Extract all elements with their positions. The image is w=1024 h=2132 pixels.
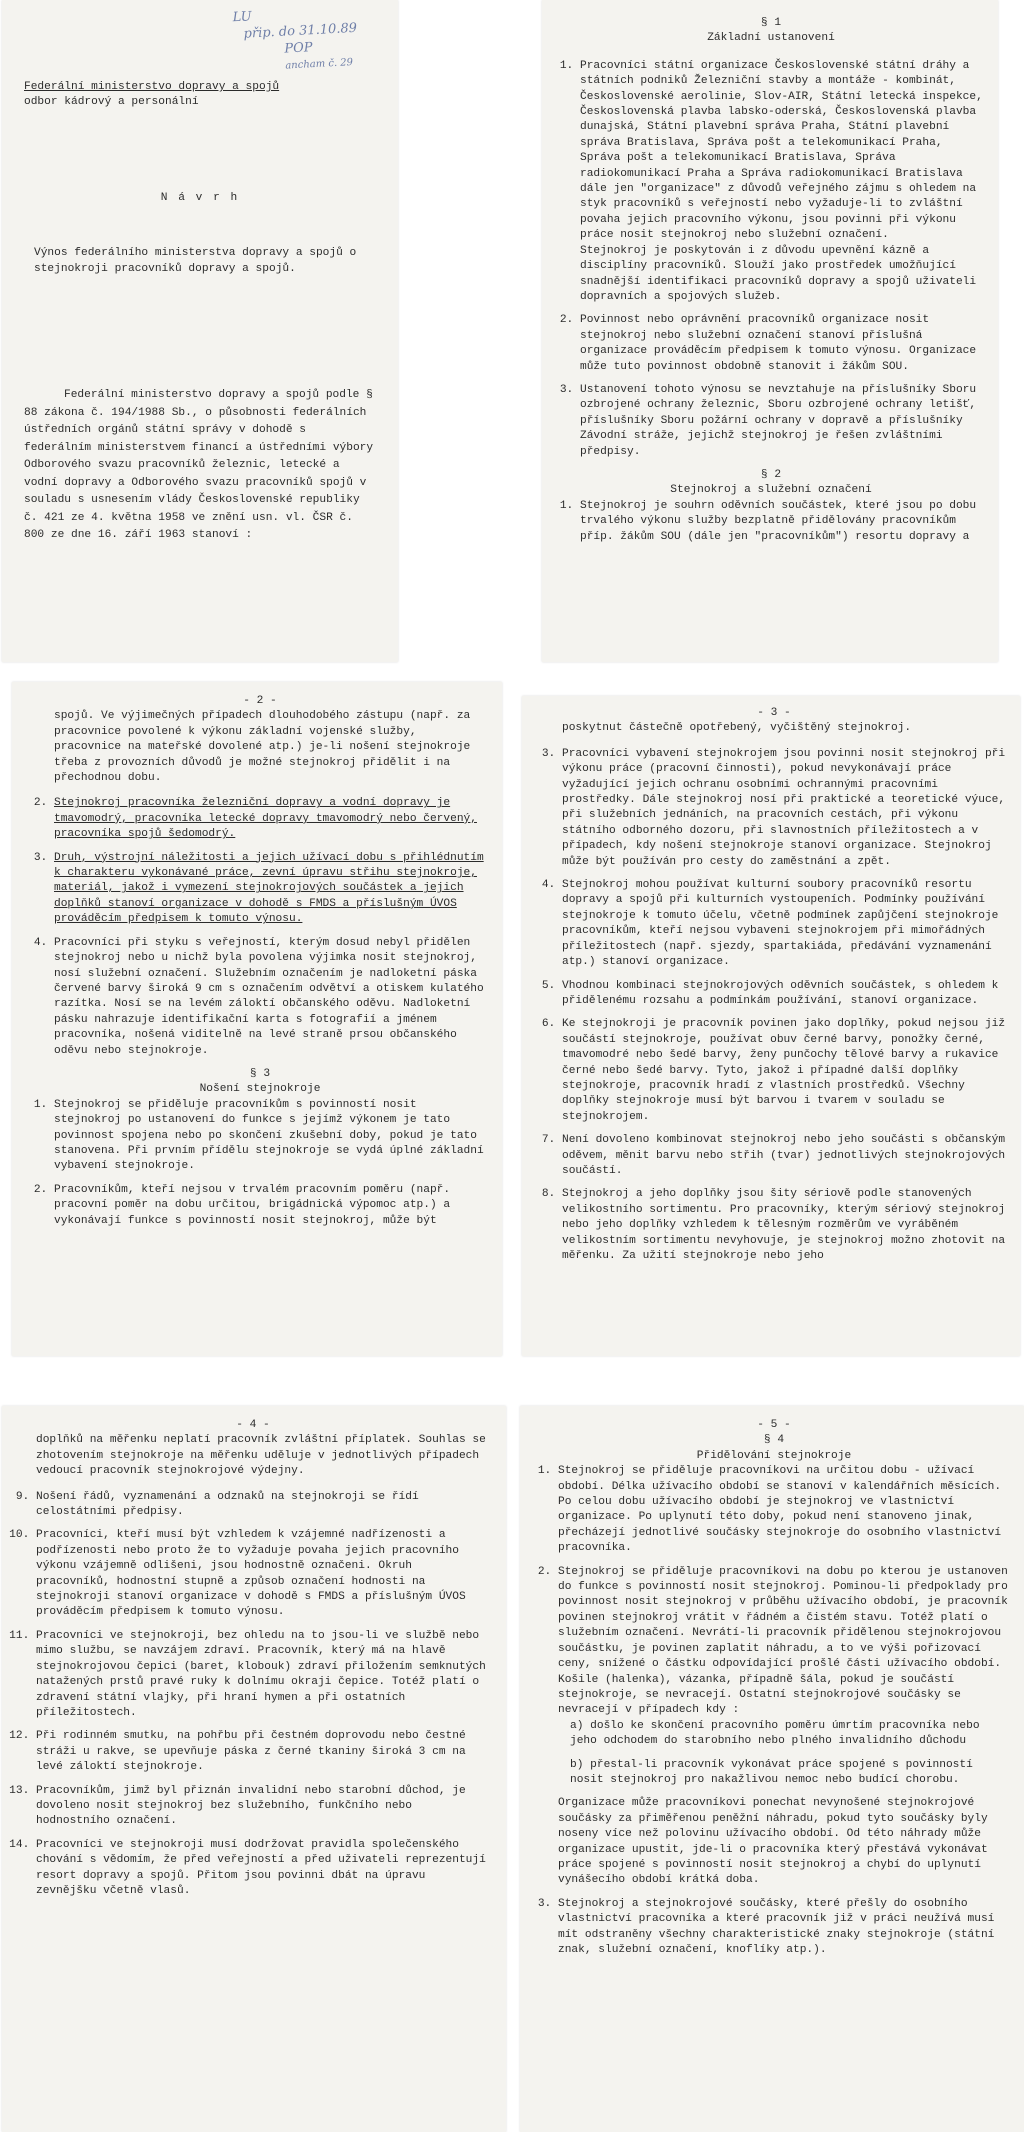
section-1-number: § 1 — [760, 17, 782, 29]
section-1-title: Základní ustanovení — [707, 32, 835, 45]
continued-text: poskytnut částečně opotřebený, vyčištěný stejnokroj. — [562, 722, 912, 735]
section-3-list — [32, 1098, 488, 1229]
section-3-title: Nošení stejnokroje — [199, 1083, 321, 1096]
ministry-name: Federální ministerstvo dopravy a spojů — [24, 81, 280, 93]
list-item — [36, 1729, 492, 1775]
list-item-text: Stejnokroj a jeho doplňky jsou šity sériově podle stanovených velikostního sortimentu. Pro pracovníky, kterým sériový stejnokroj nebo jeho doplňky vzhledem k tělesným rozměrům ve vyráběném velikostním sortimentu nevyhovuje, je stejnokroj možno zhotovit na měřenku. Za užití stejnokroje nebo jeho — [562, 1188, 1006, 1262]
list-item — [36, 1528, 492, 1620]
list-item-text: Při rodinném smutku, na pohřbu při čestném doprovodu nebo čestné stráži u rakve, se upevňuje páska z černé tkaniny široká 3 cm na levé záloktí stejnokroje. — [36, 1730, 466, 1774]
section-2-title: Stejnokroj a služební označení — [670, 484, 872, 497]
list-item-text: Povinnost nebo oprávnění pracovníků organizace nosit stejnokroj nebo služební označení stanoví příslušná organizace prováděcím předpisem k tomuto výnosu. Organizace může tuto povinnost obdobně stanovit i žákům SOU. — [580, 314, 977, 373]
handwritten-note — [232, 3, 359, 77]
section-2-list — [558, 499, 984, 545]
decree-title: Výnos federálního ministerstva dopravy a spojů o stejnokroji pracovníků dopravy a spojů. — [34, 247, 357, 275]
list-item-text: Stejnokroj je poskytován i z důvodu upevnění kázně a disciplíny pracovníků. Slouží jako prostředek umožňující snadnější identifikaci pracovníků dopravy a spojů uživateli dopravních a spojových služeb. — [580, 244, 977, 303]
list-item-text: Stejnokroj se přiděluje pracovníkovi na dobu po kterou je ustanoven do funkce s povinností nosit stejnokroj. Pominou-li předpoklady pro povinnost nosit stejnokroj v průběhu užívacího období, je pracovník povinen stejnokroj vrátit v řádném a čistém stavu. Totéž platí o služebním označení. Nevrátí-li pracovník přidělenou stejnokrojovou součástku, je povinen zaplatit náhradu, a to ve výši pořizovací ceny, snížené o částku odpovídající prošlé části užívacího období. Košile (halenka), vázanka, případně šála, pokud je součástí stejnokroje, se nevracejí. Ostatní stejnokrojové součásky se nevracejí v případech kdy : — [558, 1565, 1008, 1717]
list-item — [580, 499, 984, 545]
list-item-text: Stejnokroj mohou používat kulturní soubory pracovníků resortu dopravy a spojů při kulturních vystoupeních. Podmínky používání stejnokroje k tomuto účelu, včetně podmínek zapůjčení stejnokroje pracovníkům, kteří nejsou vybaveni stejnokrojem při mimořádných příležitostech (např. sjezdy, spartakiáda, předávání vyznamenání atp.) stanoví organizace. — [562, 879, 999, 969]
list-item-text: Ustanovení tohoto výnosu se nevztahuje na příslušníky Sboru ozbrojené ochrany železnic, Sboru ozbrojené ochrany letišť, příslušníky Sboru požární ochrany v dopravě a příslušníky Závodní stráže, jejichž stejnokroj je řešen zvláštními předpisy. — [580, 383, 977, 458]
list-item — [558, 1565, 1012, 1889]
continued-text: spojů. Ve výjimečných případech dlouhodobého zástupu (např. za pracovnice povolené k výkonu základní vojenské služby, pracovnice na mateřské dovolené atp.) je-li nošení stejnokroje třeba z provozních důvodů je možné stejnokroj přidělit i na přechodnou dobu. — [54, 710, 471, 785]
list-item-text: Nošení řádů, vyznamenání a odznaků na stejnokroji se řídí celostátními předpisy. — [36, 1490, 419, 1519]
list-item — [54, 796, 488, 842]
document-page-6 — [520, 1406, 1024, 2132]
list-item — [54, 936, 488, 1059]
list-item — [36, 1838, 492, 1900]
decree-intro: Federální ministerstvo dopravy a spojů podle § 88 zákona č. 194/1988 Sb., o působnosti federálních ústředních orgánů státní správy v dohodě s federálním ministerstvem financí a ústředními výbory Odborového svazu pracovníků železnic, letecké a vodní dopravy a Odborového svazu pracovníků spojů v souladu s usnesením vlády Československé republiky č. 421 ze 4. května 1958 ve znění usn. vl. ČSR č. 800 ze dne 16. září 1963 stanoví : — [24, 389, 374, 542]
list-item — [580, 59, 984, 306]
list-item — [36, 1629, 492, 1721]
sub-list-item: a) došlo ke skončení pracovního poměru úmrtím pracovníka nebo jeho odchodem do starobního nebo plného invalidního důchodu — [570, 1719, 980, 1748]
section-3-list-continued — [14, 1490, 492, 1900]
list-item — [562, 1133, 1008, 1179]
section-4-list — [536, 1464, 1012, 1958]
list-item-text: Vhodnou kombinaci stejnokrojových oděvních součástek, s ohledem k přidělenému rozsahu a podmínkám používání, stanoví organizace. — [562, 979, 999, 1007]
list-item — [580, 383, 984, 460]
list-item-text: Není dovoleno kombinovat stejnokroj nebo jeho součásti s občanským oděvem, měnit barvu nebo střih (tvar) jednotlivých stejnokrojových součástí. — [562, 1134, 1006, 1177]
list-item — [562, 747, 1008, 870]
page-number: - 4 - — [236, 1419, 270, 1431]
list-item — [558, 1464, 1012, 1556]
draft-heading: N á v r h — [160, 191, 240, 204]
list-item — [36, 1784, 492, 1830]
list-item-text: Pracovníci při styku s veřejností, kterým dosud nebyl přidělen stejnokroj nebo u nichž byla povolena výjimka nosit stejnokroj, nosí služební označení. Služebním označením je nadloketní páska červené barvy široká 9 cm s označením odvětví a otiskem kulatého razítka. Nosí se na levém záloktí občanského oděvu. Nadloketní pásku nahrazuje identifikační karta s fotografií a jménem pracovníka, nošená viditelně na levé straně prsou občanského oděvu nebo stejnokroje. — [54, 936, 484, 1057]
list-item-text: Druh, výstrojní náležitosti a jejich užívací dobu s přihlédnutím k charakteru vykonávané práce, zevní úpravu střihu stejnokroje, materiál, jakož i vymezení stejnokrojových součástek a jejich doplňků stanoví organizace v dohodě s FMDS a příslušným ÚVOS prováděcím předpisem k tomuto výnosu. — [54, 851, 484, 926]
document-page-4 — [522, 696, 1020, 1356]
list-item — [562, 1017, 1008, 1125]
list-item-text: Ke stejnokroji je pracovník povinen jako doplňky, pokud nejsou již součástí stejnokroje, používat obuv černé barvy, ponožky černé, tmavomodré nebo šedé barvy, ženy punčochy tělové barvy a rukavice černé nebo šedé barvy. Tyto, jakož i případné další doplňky stejnokroje, pracovník hradí z vlastních prostředků. Všechny doplňky stejnokroje musí být barvou i tvarem v souladu se stejnokrojem. — [562, 1018, 1006, 1123]
document-page-2 — [542, 0, 998, 662]
list-item-text: Pracovníci vybavení stejnokrojem jsou povinni nosit stejnokroj při výkonu práce (pracovní činnosti), pokud nevykonávají práce vyžadující jejich ochranu osobními ochrannými pracovními prostředky. Dále stejnokroj nosí při praktické a teoretické výuce, při služebních jednáních, na pracovních cestách, při výkonu státního odborného dozoru, při slavnostních příležitostech a v případech, kdy nošení stejnokroje stanoví organizace. Stejnokroj může být používán pro cesty do zaměstnání a zpět. — [562, 747, 1006, 868]
section-2-number: § 2 — [760, 468, 782, 481]
department-name: odbor kádrový a personální — [24, 96, 199, 109]
list-item — [562, 979, 1008, 1010]
section-2-list-continued — [32, 796, 488, 1059]
list-item-text: Stejnokroj je souhrn oděvních součástek, které jsou po dobu trvalého výkonu služby bezplatně přidělovány pracovníkům příp. žákům SOU (dále jen "pracovníkům") resortu dopravy a — [580, 499, 977, 543]
list-item — [580, 313, 984, 375]
page-number: - 2 - — [243, 695, 277, 707]
page-number: - 5 - — [757, 1419, 791, 1431]
sub-list-item: b) přestal-li pracovník vykonávat práce spojené s povinností nosit stejnokroj pro nakažlivou nemoc nebo budící chorobu. — [570, 1758, 973, 1786]
list-item — [562, 878, 1008, 970]
handwriting-line: LU — [232, 9, 253, 26]
list-item-text: Pracovníci, kteří musí být vzhledem k vzájemné nadřízenosti a podřízenosti nebo proto že to vyžaduje povaha jejich pracovního výkonu vzájemně odlišeni, jsou hodnostně označeni. Okruh pracovníků, hodnostní stupně a způsob označení hodnosti na stejnokroji stanoví organizace v dohodě s FMDS a příslušným ÚVOS prováděcím předpisem k tomuto výnosu. — [36, 1529, 466, 1619]
section-1-list — [558, 59, 984, 460]
list-item — [54, 1098, 488, 1175]
section-3-list-continued — [540, 747, 1008, 1265]
list-item — [54, 851, 488, 928]
list-item-text: Pracovníci státní organizace Československé státní dráhy a státních podniků Železniční stavby a montáže - kombinát, Československé aerolinie, Slov-AIR, Státní letecká inspekce, Československá plavba labsko-oderská, Československá plavba dunajská, Státní plavební správa Praha, Státní plavební správa Bratislava, Správa pošt a telekomunikací Praha, Správa pošt a telekomunikací Bratislava, Správa radiokomunikací Praha a Správa radiokomunikací Bratislava dále jen "organizace" z důvodů veřejného zájmu s ohledem na styk pracovníků s veřejností nebo vyžaduje-li to zvláštní povaha jejich pracovního výkonu, jsou povinni při výkonu práce nosit stejnokroj nebo služební označení. — [580, 59, 983, 242]
list-item — [54, 1183, 488, 1229]
document-page-5 — [2, 1406, 506, 2132]
list-item-text: Stejnokroj pracovníka železniční dopravy a vodní dopravy je tmavomodrý, pracovníka letecké dopravy tmavomodrý nebo červený, pracovníka spojů šedomodrý. — [54, 797, 477, 841]
section-4-title: Přidělování stejnokroje — [696, 1449, 852, 1462]
list-item-text: Pracovníkům, jimž byl přiznán invalidní nebo starobní důchod, je dovoleno nosit stejnokroj bez služebního, funkčního nebo hodnostního označení. — [36, 1784, 466, 1828]
list-item — [562, 1187, 1008, 1264]
list-item-text: Pracovníci ve stejnokroji, bez ohledu na to jsou-li ve službě nebo mimo službu, se navzájem zdraví. Pracovník, který má na hlavě stejnokrojovou čepici (baret, klobouk) zdraví přiložením semknutých natažených prstů pravé ruky k dolnímu okraji čepice. Totéž platí o zdravení státní vlajky, při hraní hymen a při ostatních příležitostech. — [36, 1629, 486, 1719]
sub-list — [558, 1719, 1012, 1789]
list-item — [36, 1490, 492, 1521]
list-item — [558, 1897, 1012, 1959]
handwriting-line: přip. do 31.10.89 — [243, 20, 358, 42]
section-4-number: § 4 — [763, 1434, 785, 1447]
document-page-1 — [2, 0, 398, 662]
handwriting-line: ancham č. 29 — [285, 57, 354, 72]
handwriting-line: POP — [284, 40, 313, 57]
continued-text: doplňků na měřenku neplatí pracovník zvláštní příplatek. Souhlas se zhotovením stejnokroje na měřenku uděluje v jednotlivých případech vedoucí pracovník stejnokrojové výdejny. — [36, 1434, 486, 1478]
list-item-text: Organizace může pracovníkovi ponechat nevynošené stejnokrojové součásky za přiměřenou peněžní náhradu, pokud tyto součásky byly noseny více než polovinu užívacího období. Od této náhrady může organizace upustit, jde-li o pracovníka který přestává vykonávat práce spojené s povinností nosit stejnokroj a chybí do uplynutí vynášecího období krátká doba. — [558, 1797, 988, 1887]
list-item-text: Stejnokroj se přiděluje pracovníkům s povinností nosit stejnokroj po ustanovení do funkce s jejímž výkonem je tato povinnost spojena nebo po skončení zkušební doby, pokud je tato stanovena. Při prvním přídělu stejnokroje se vydá úplné základní vybavení stejnokroje. — [54, 1098, 484, 1173]
document-page-3 — [12, 682, 502, 1356]
list-item-text: Pracovníkům, kteří nejsou v trvalém pracovním poměru (např. pracovní poměr na dobu určitou, brigádnická výpomoc atp.) a vykonávají funkce s povinností nosit stejnokroj, může být — [54, 1183, 451, 1227]
list-item-text: Stejnokroj se přiděluje pracovníkovi na určitou dobu - užívací období. Délka užívacího období se stanoví v kalendářních měsících. Po celou dobu užívacího období je stejnokroj ve vlastnictví organizace. Po uplynutí této doby, pokud není stanoveno jinak, přecházejí jednotlivé součásky stejnokroje do osobního vlastnictví pracovníka. — [558, 1465, 1002, 1555]
page-number: - 3 - — [757, 707, 791, 719]
section-3-number: § 3 — [249, 1067, 271, 1080]
list-item-text: Stejnokroj a stejnokrojové součásky, které přešly do osobního vlastnictví pracovníka a které pracovník již v práci neužívá musí mít odstraněny všechny charakteristické znaky stejnokroje (státní znak, služební označení, knoflíky atp.). — [558, 1897, 995, 1956]
list-item-text: Pracovníci ve stejnokroji musí dodržovat pravidla společenského chování s vědomím, že před veřejností a před uživateli reprezentují resort dopravy a spojů. Přitom jsou povinni dbát na úpravu zevnějšku včetně vlasů. — [36, 1838, 486, 1897]
